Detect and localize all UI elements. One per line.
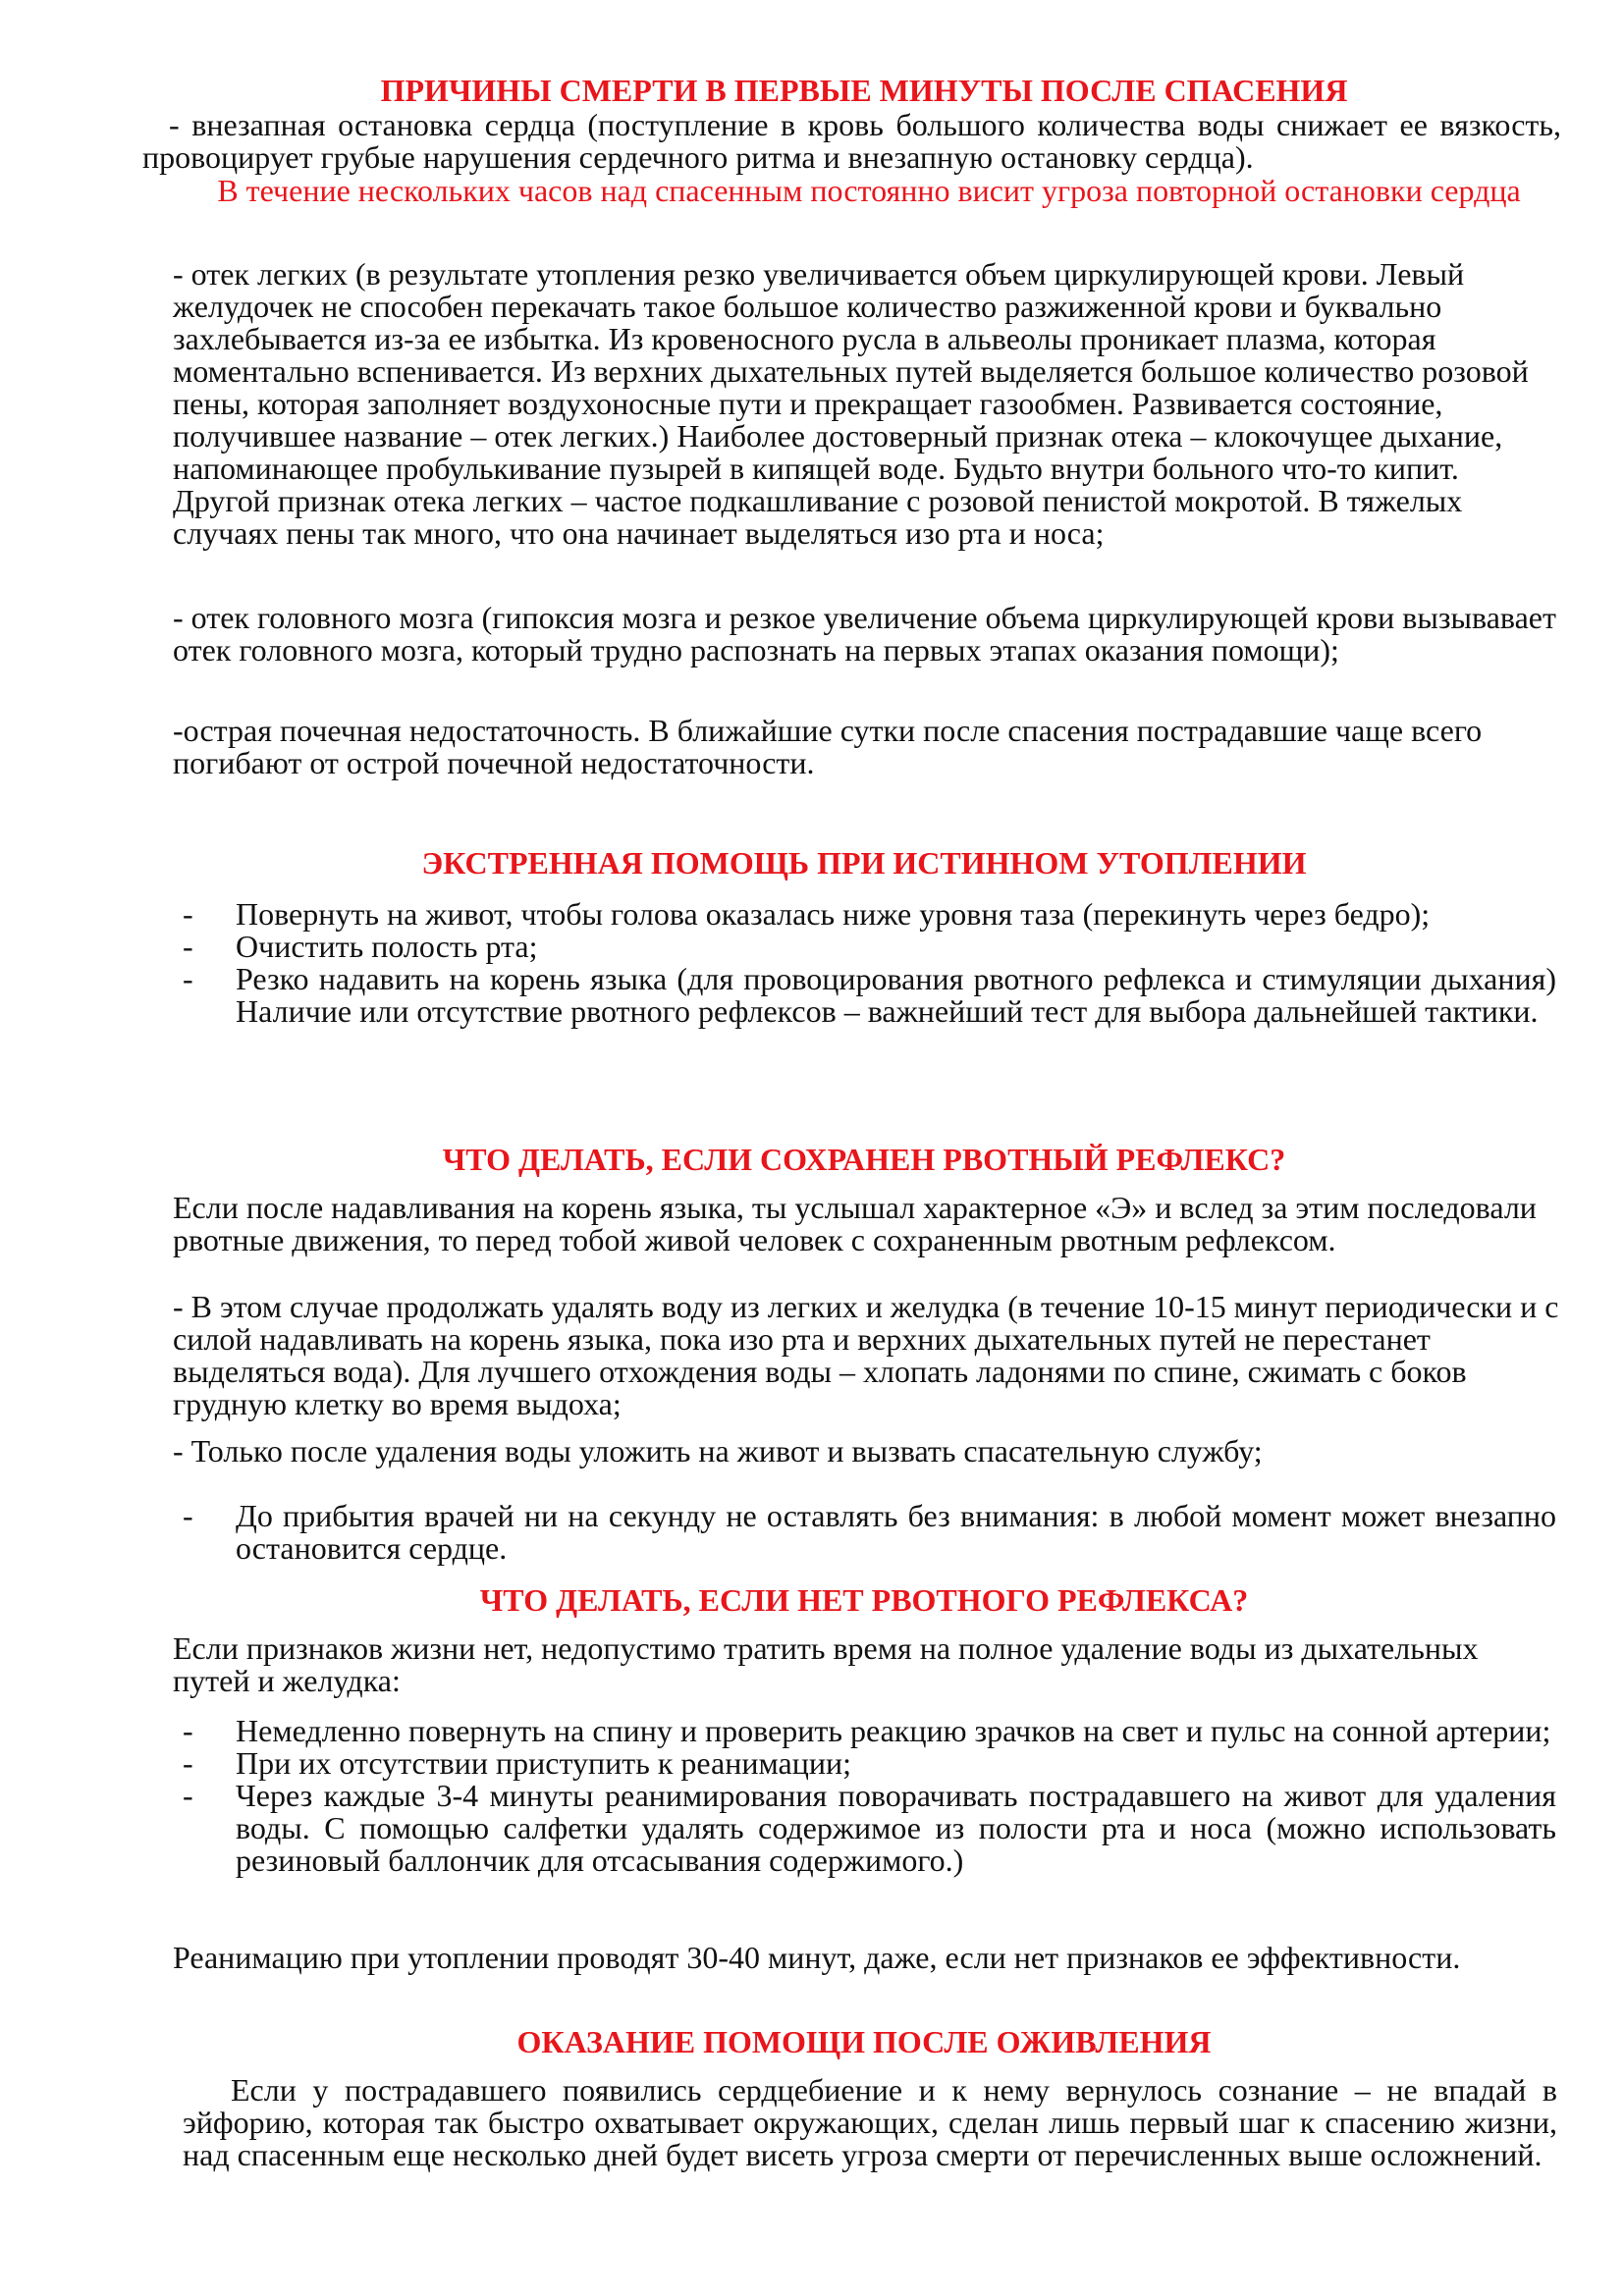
rescue-warning-list xyxy=(183,1500,1556,1565)
paragraph-cardiac-arrest: - внезапная остановка сердца (поступление в кровь большого количества воды снижает ее вязкость, провоцирует грубые нарушения сердечного ритма и внезапную остановку сердца). xyxy=(142,107,1561,175)
paragraph-resuscitation-duration: Реанимацию при утоплении проводят 30-40 минут, даже, если нет признаков ее эффективности. xyxy=(173,1940,1461,1975)
section-title-no-gag-reflex: ЧТО ДЕЛАТЬ, ЕСЛИ НЕТ РВОТНОГО РЕФЛЕКСА? xyxy=(479,1582,1249,1618)
paragraph-renal-failure: -острая почечная недостаточность. В ближайшие сутки после спасения пострадавшие чаще всего погибают от острой почечной недостаточности. xyxy=(173,713,1483,780)
list-item: - При их отсутствии приступить к реанимации; xyxy=(183,1745,851,1781)
section-title-emergency-help: ЭКСТРЕННАЯ ПОМОЩЬ ПРИ ИСТИННОМ УТОПЛЕНИИ xyxy=(421,845,1307,881)
section-title-gag-reflex-present: ЧТО ДЕЛАТЬ, ЕСЛИ СОХРАНЕН РВОТНЫЙ РЕФЛЕКС? xyxy=(442,1142,1286,1177)
warning-repeat-arrest: В течение нескольких часов над спасенным постоянно висит угроза повторной остановки сердца xyxy=(217,173,1521,208)
list-item: - Очистить полость рта; xyxy=(183,929,538,964)
paragraph-after-revival: Если у пострадавшего появились сердцебиение и к нему вернулось сознание – не впадай в эйфорию, которая так быстро охватывает окружающих, сделан лишь первый шаг к спасению жизни, над спасенным еще несколько дней будет висеть угроза смерти от перечисленных выше осложнений. xyxy=(183,2072,1557,2172)
section-title-after-revival: ОКАЗАНИЕ ПОМОЩИ ПОСЛЕ ОЖИВЛЕНИЯ xyxy=(516,2024,1212,2059)
list-item: - Повернуть на живот, чтобы голова оказалась ниже уровня таза (перекинуть через бедро); xyxy=(183,896,1431,932)
list-item: - Резко надавить на корень языка (для провоцирования рвотного рефлекса и стимуляции дыхания) Наличие или отсутствие рвотного рефлексов – важнейший тест для выбора дальнейшей тактики. xyxy=(183,961,1556,1029)
resuscitation-steps-list xyxy=(183,1715,1556,1877)
section-title-death-causes: ПРИЧИНЫ СМЕРТИ В ПЕРВЫЕ МИНУТЫ ПОСЛЕ СПАСЕНИЯ xyxy=(380,73,1348,108)
list-item: - До прибытия врачей ни на секунду не оставлять без внимания: в любой момент может внезапно остановится сердце. xyxy=(183,1498,1556,1566)
paragraph-no-signs-of-life: Если признаков жизни нет, недопустимо тратить время на полное удаление воды из дыхательных путей и желудка: xyxy=(173,1630,1479,1698)
emergency-steps-list xyxy=(183,898,1556,1028)
list-item: - Через каждые 3-4 минуты реанимирования поворачивать пострадавшего на живот для удаления воды. С помощью салфетки удалять содержимое из полости рта и носа (можно использовать резиновый баллончик для отсасывания содержимого.) xyxy=(183,1778,1556,1878)
paragraph-remove-water: - В этом случае продолжать удалять воду из легких и желудка (в течение 10-15 минут периодически и с силой надавливать на корень языка, пока изо рта и верхних дыхательных путей не перестанет выделяться вода). Для лучшего отхождения воды – хлопать ладонями по спине, сжимать с боков грудную клетку во время выдоха; xyxy=(173,1289,1559,1421)
paragraph-pulmonary-edema: - отек легких (в результате утопления резко увеличивается объем циркулирующей крови. Левый желудочек не способен перекачать такое большое количество разжиженной крови и буквально захлебывается из-за ее избытка. Из кровеносного русла в альвеолы проникает плазма, которая моментально вспенивается. Из верхних дыхательных путей выделяется большое количество розовой пены, которая заполняет воздухоносные пути и прекращает газообмен. Развивается состояние, получившее название – отек легких.) Наиболее достоверный признак отека – клокочущее дыхание, напоминающее пробулькивание пузырей в кипящей воде. Будьто внутри больного что-то кипит. Другой признак отека легких – частое подкашливание с розовой пенистой мокротой. В тяжелых случаях пены так много, что она начинает выделяться изо рта и носа; xyxy=(173,256,1529,551)
paragraph-gag-reflex-check: Если после надавливания на корень языка, ты услышал характерное «Э» и вслед за этим последовали рвотные движения, то перед тобой живой человек с сохраненным рвотным рефлексом. xyxy=(173,1190,1537,1257)
paragraph-call-rescue: - Только после удаления воды уложить на живот и вызвать спасательную службу; xyxy=(173,1433,1263,1468)
paragraph-brain-edema: - отек головного мозга (гипоксия мозга и резкое увеличение объема циркулирующей крови вызывавает отек головного мозга, который трудно распознать на первых этапах оказания помощи); xyxy=(173,600,1556,667)
list-item: - Немедленно повернуть на спину и проверить реакцию зрачков на свет и пульс на сонной артерии; xyxy=(183,1713,1551,1748)
